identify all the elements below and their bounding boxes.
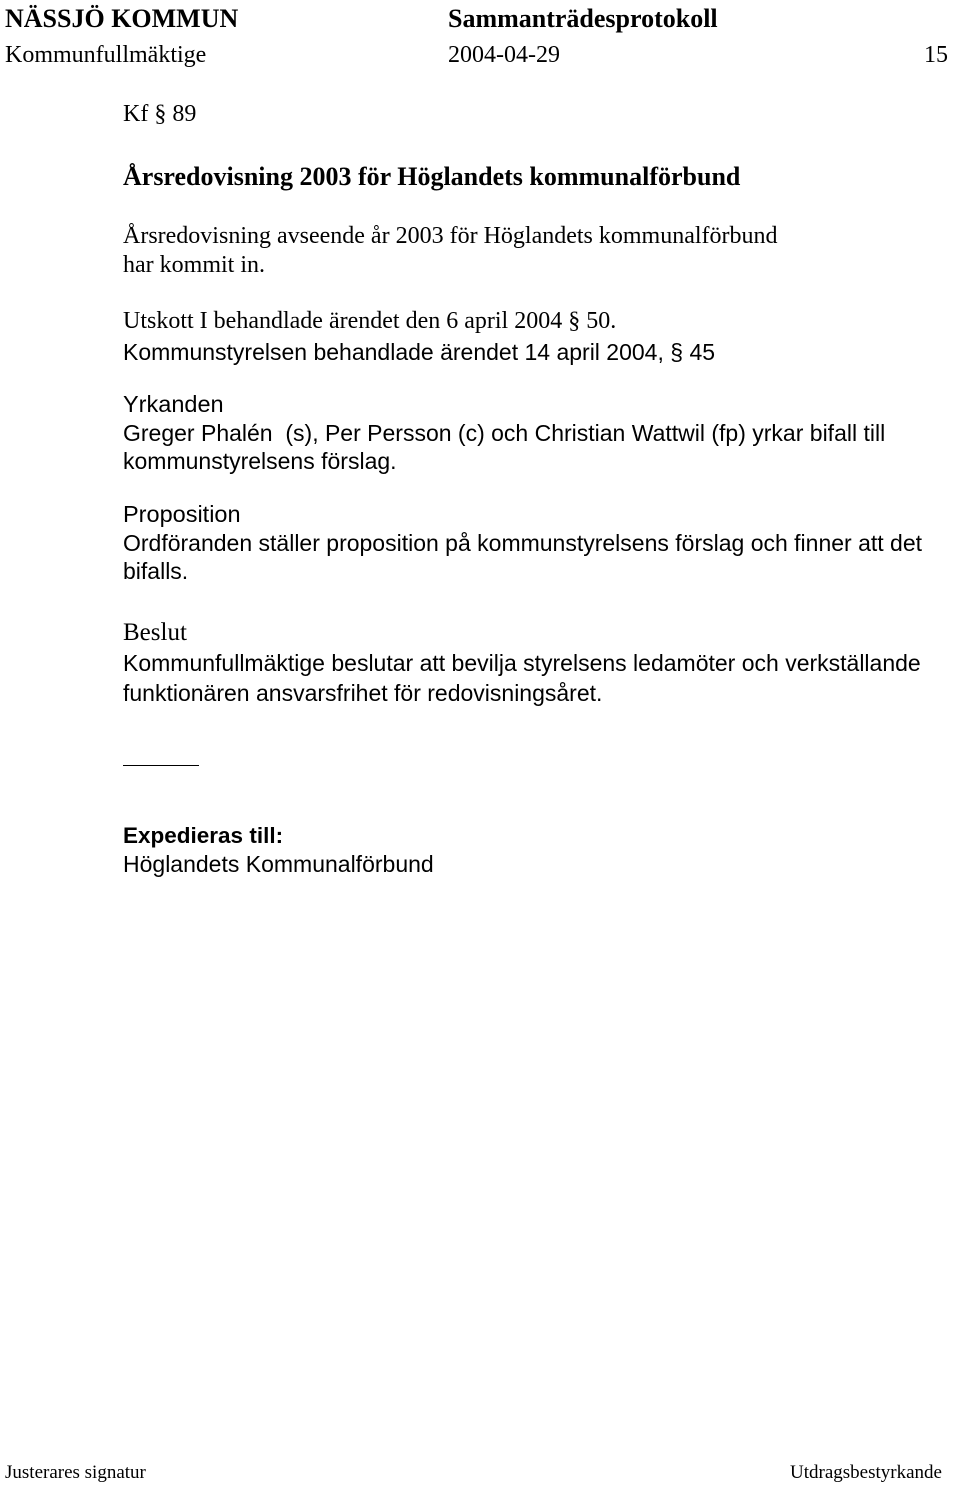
municipality-name: NÄSSJÖ KOMMUN	[5, 4, 239, 33]
intro-line-4	[123, 339, 715, 366]
beslut-line-2: funktionären ansvarsfrihet för redovisningsåret.	[123, 680, 603, 706]
proposition-line-2: bifalls.	[123, 558, 189, 584]
intro-line-3	[123, 308, 616, 335]
footer-utdragsbestyrkande: Utdragsbestyrkande	[790, 1462, 942, 1483]
committee-text: Utskott I behandlade ärendet den 6 april 2004	[123, 308, 563, 334]
board-text: Kommunstyrelsen behandlade ärendet 14 april 2004,	[123, 339, 664, 365]
beslut-heading: Beslut	[123, 619, 187, 646]
yrkanden-heading: Yrkanden	[123, 391, 224, 417]
page-number: 15	[924, 42, 948, 68]
item-reference	[123, 101, 196, 128]
yrkanden-line-2: kommunstyrelsens förslag.	[123, 448, 397, 474]
proposition-line-1: Ordföranden ställer proposition på kommunstyrelsens förslag och finner att det	[123, 530, 923, 556]
section-sign: §	[670, 339, 684, 365]
section-sign: §	[154, 101, 167, 127]
proposition-heading: Proposition	[123, 501, 241, 527]
document-type: Sammanträdesprotokoll	[448, 4, 718, 33]
separator-line	[123, 765, 199, 766]
beslut-line-1: Kommunfullmäktige beslutar att bevilja styrelsens ledamöter och verkställande	[123, 650, 921, 676]
item-ref-prefix: Kf	[123, 101, 149, 127]
expedieras-recipient: Höglandets Kommunalförbund	[123, 851, 434, 877]
meeting-body: Kommunfullmäktige	[5, 42, 207, 68]
intro-line-2: har kommit in.	[123, 252, 265, 278]
footer-justerares-signatur: Justerares signatur	[5, 1462, 146, 1483]
committee-paragraph: 50.	[586, 308, 617, 334]
board-paragraph: 45	[689, 339, 716, 365]
intro-line-1: Årsredovisning avseende år 2003 för Höglandets kommunalförbund	[123, 223, 778, 249]
item-number: 89	[172, 101, 197, 127]
yrkanden-line-1: Greger Phalén (s), Per Persson (c) och Christian Wattwil (fp) yrkar bifall till	[123, 420, 886, 446]
item-title: Årsredovisning 2003 för Höglandets kommunalförbund	[123, 162, 741, 191]
section-sign: §	[568, 308, 581, 334]
expedieras-heading: Expedieras till:	[123, 823, 284, 848]
meeting-date: 2004-04-29	[448, 42, 560, 68]
